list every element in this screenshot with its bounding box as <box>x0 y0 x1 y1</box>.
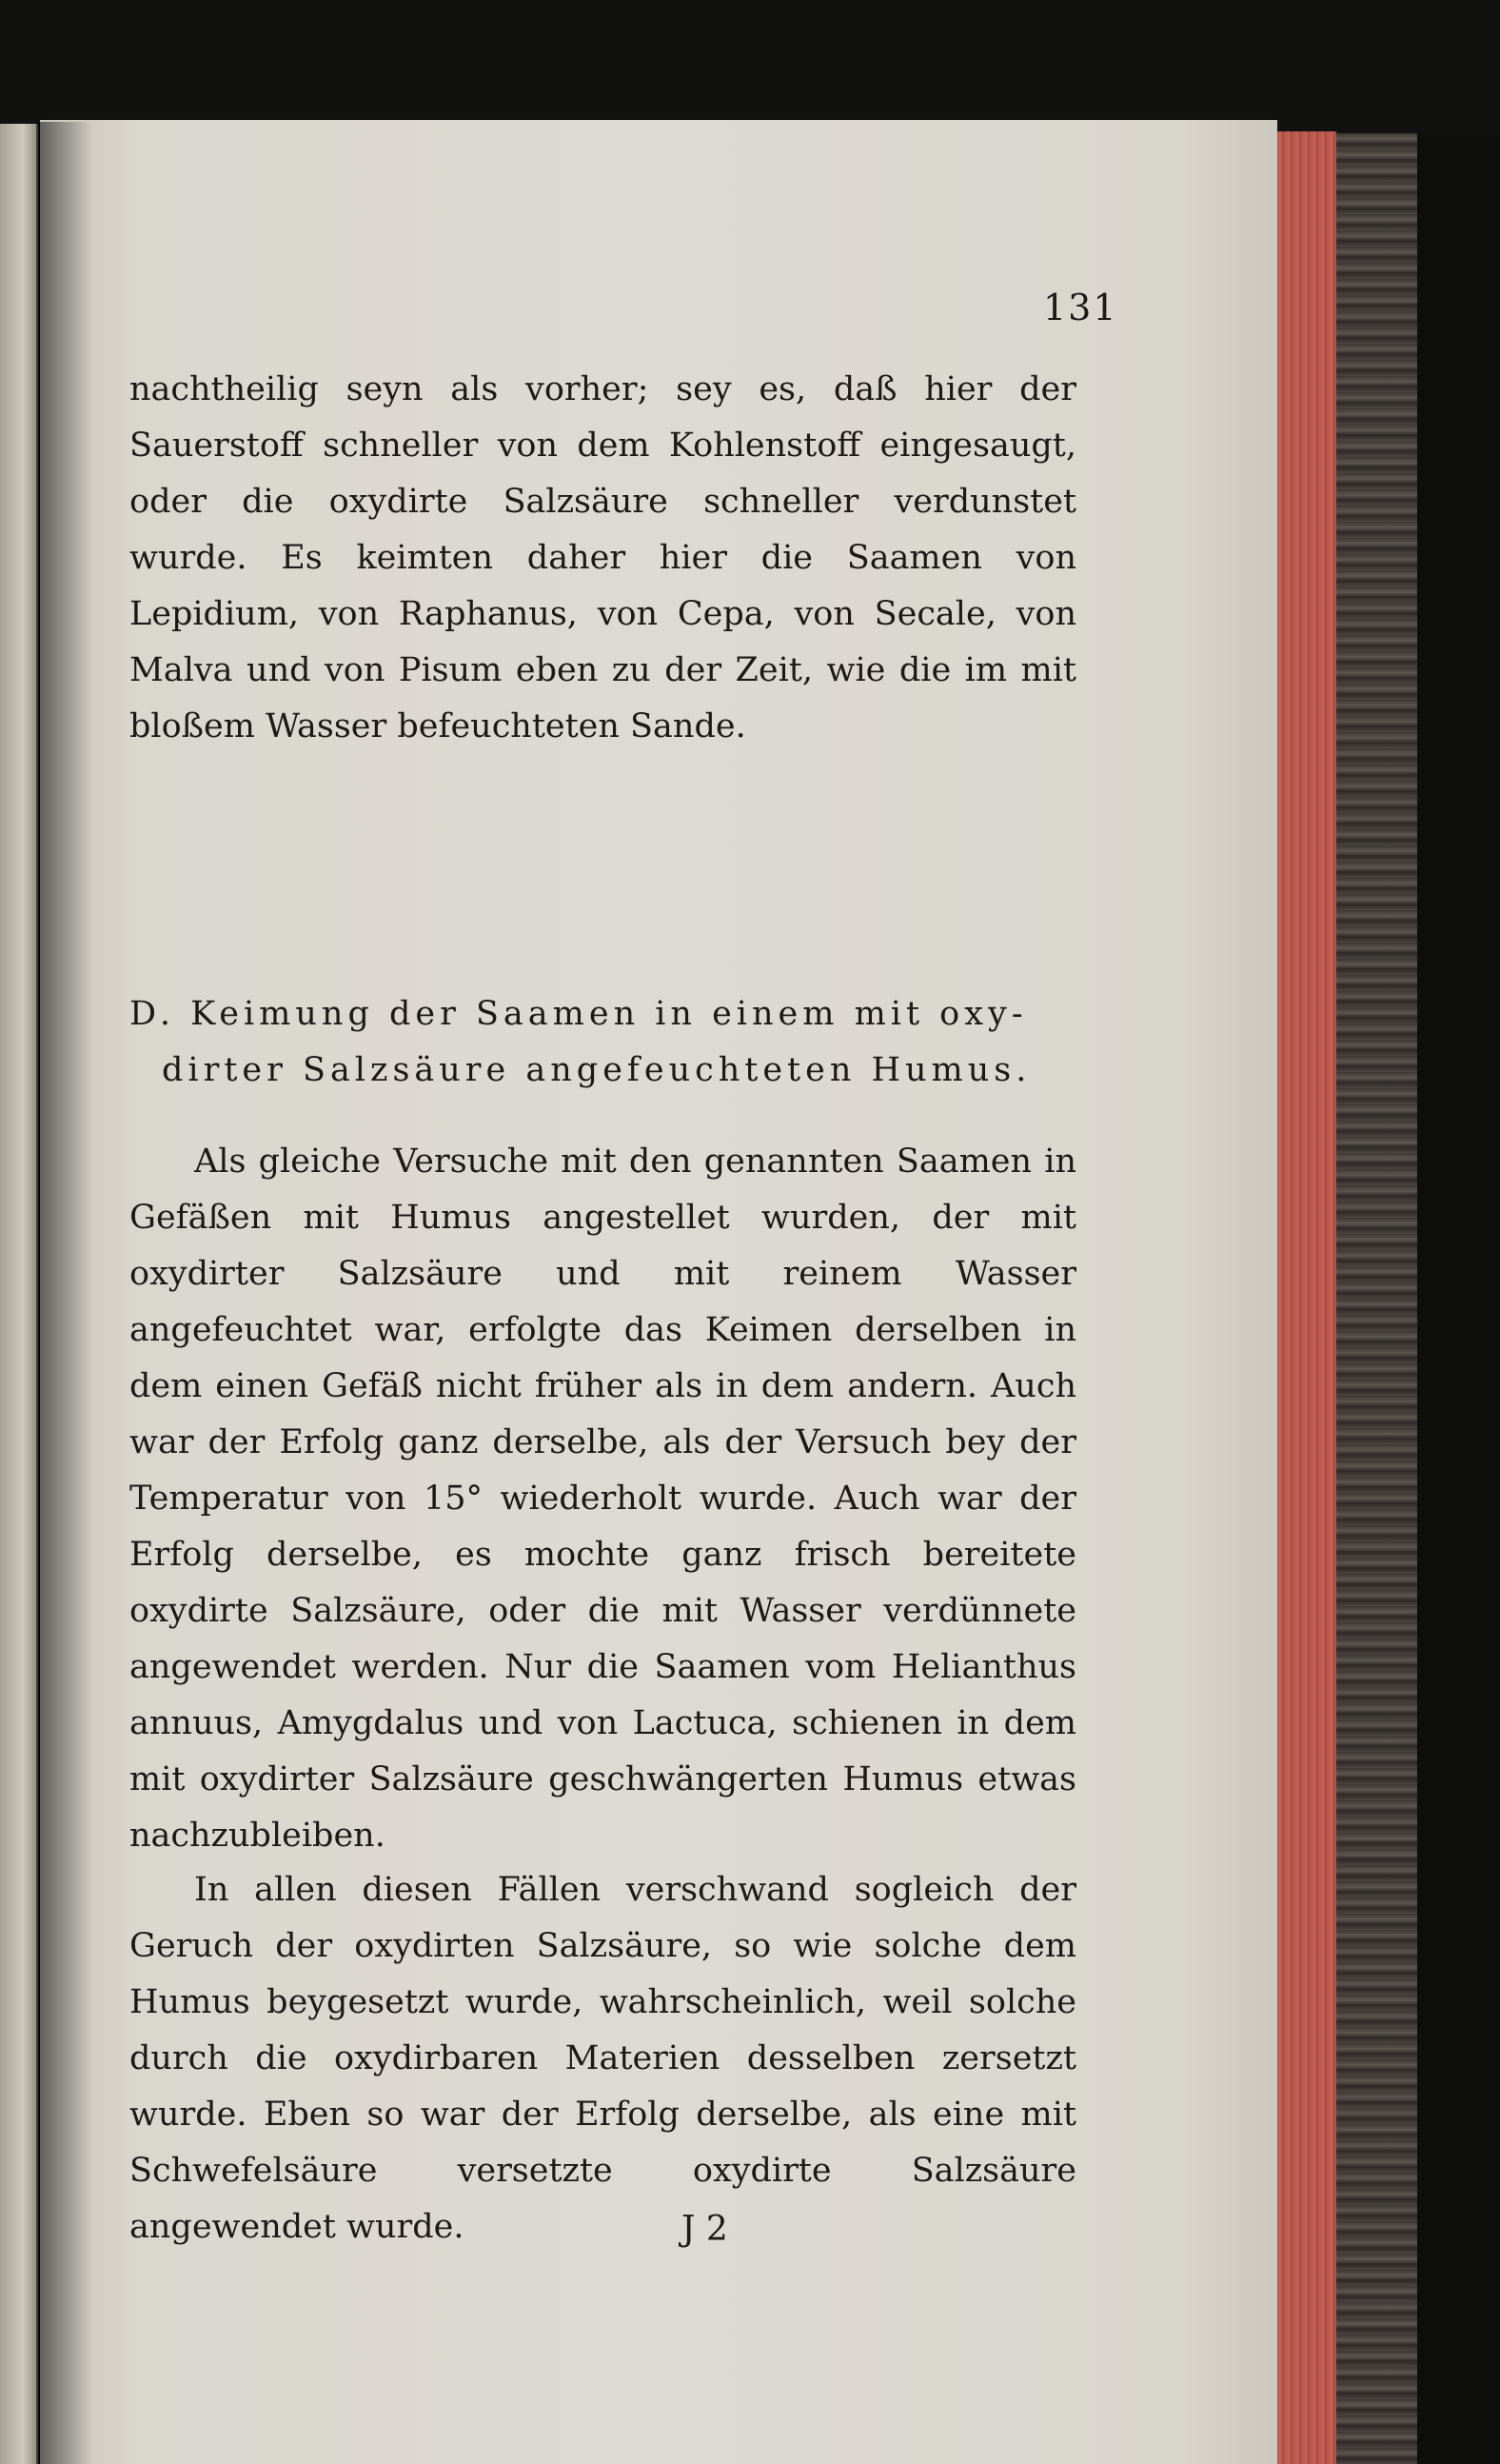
heading-line-2: dirter Salzsäure angefeuchteten Humus. <box>162 1051 1032 1089</box>
book-cover-edge <box>1336 133 1417 2464</box>
page-number: 131 <box>1043 287 1118 328</box>
left-page-edge <box>0 124 38 2464</box>
background <box>1417 133 1500 2464</box>
paragraph-3: In allen diesen Fällen verschwand sogleich der Geruch der oxydirten Salzsäure, so wie solche dem Humus beygesetzt wurde, wahrscheinlich, weil solche durch die oxydirbaren Materien desselben zersetzt wurde. Eben so war der Erfolg derselbe, als eine mit Schwefelsäure versetzte oxydirte Salzsäure angewendet wurde. <box>129 1871 1076 2246</box>
heading-line-1: D. Keimung der Saamen in einem mit oxy- <box>129 995 1028 1033</box>
book-page <box>40 120 1277 2464</box>
signature-mark: J 2 <box>681 2210 728 2249</box>
section-heading <box>129 986 1076 1099</box>
gutter-shadow <box>36 122 93 2464</box>
paragraph-1: nachtheilig seyn als vorher; sey es, daß hier der Sauerstoff schneller von dem Kohlenstoff eingesaugt, oder die oxydirte Salzsäure schneller verdunstet wurde. Es keimten daher hier die Saamen von Lepidium, von Raphanus, von Cepa, von Secale, von Malva und von Pisum eben zu der Zeit, wie die im mit bloßem Wasser befeuchteten Sande. <box>129 370 1076 745</box>
paragraph-2: Als gleiche Versuche mit den genannten Saamen in Gefäßen mit Humus angestellet wurden, der mit oxydirter Salzsäure und mit reinem Wasser angefeuchtet war, erfolgte das Keimen derselben in dem einen Gefäß nicht früher als in dem andern. Auch war der Erfolg ganz derselbe, als der Versuch bey der Temperatur von 15° wiederholt wurde. Auch war der Erfolg derselbe, es mochte ganz frisch bereitete oxydirte Salzsäure, oder die mit Wasser verdünnete angewendet werden. Nur die Saamen vom Helianthus annuus, Amygdalus und von Lactuca, schienen in dem mit oxydirter Salzsäure geschwängerten Humus etwas nachzubleiben. <box>129 1143 1076 1855</box>
fore-edge <box>1277 131 1336 2464</box>
